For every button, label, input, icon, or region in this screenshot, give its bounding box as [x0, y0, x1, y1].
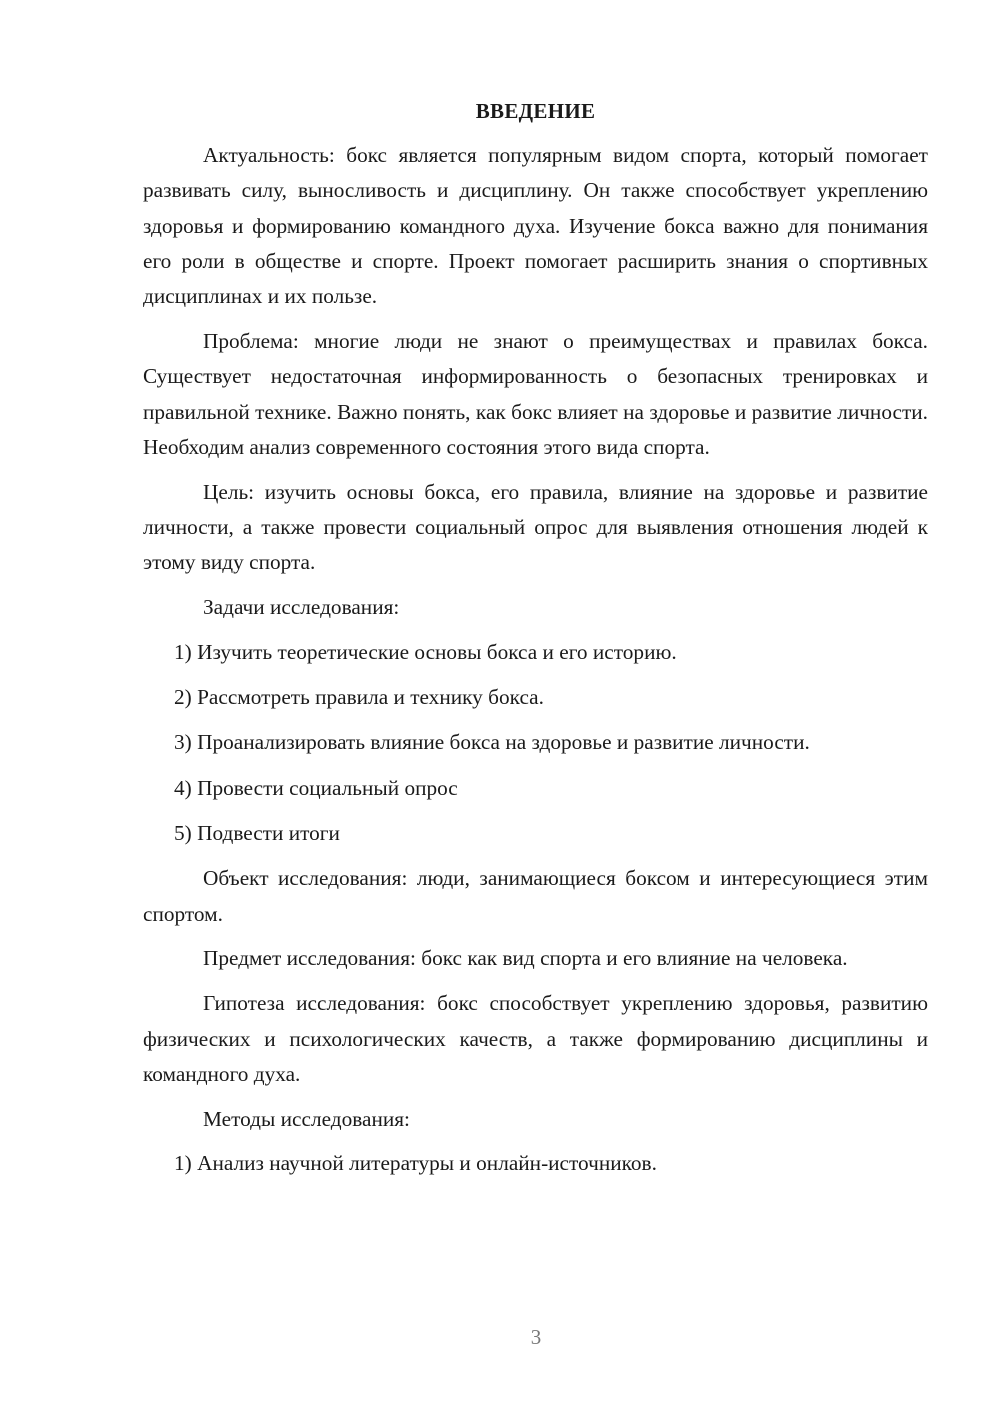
list-item: 3) Проанализировать влияние бокса на здоровье и развитие личности.	[174, 730, 810, 755]
methods-heading: Методы исследования:	[203, 1106, 410, 1131]
object-paragraph: Объект исследования: люди, занимающиеся боксом и интересующиеся этим спортом.	[143, 866, 928, 926]
subject-paragraph: Предмет исследования: бокс как вид спорта и его влияние на человека.	[203, 946, 848, 971]
methods-list	[143, 1146, 928, 1181]
list-item: 5) Подвести итоги	[174, 821, 340, 846]
relevance-paragraph: Актуальность: бокс является популярным видом спорта, который помогает развивать силу, выносливость и дисциплину. Он также способствует укреплению здоровья и формированию командного духа. Изучение бокса важно для понимания его роли в обществе и спорте. Проект помогает расширить знания о спортивных дисциплинах и их пользе.	[143, 143, 928, 309]
tasks-list	[143, 635, 928, 851]
page-number: 3	[530, 1325, 542, 1349]
hypothesis-paragraph: Гипотеза исследования: бокс способствует укреплению здоровья, развитию физических и психологических качеств, а также формированию дисциплины и командного духа.	[143, 991, 928, 1086]
list-item: 1) Анализ научной литературы и онлайн-источников.	[174, 1151, 657, 1176]
page-title: ВВЕДЕНИЕ	[475, 99, 596, 123]
list-item: 1) Изучить теоретические основы бокса и его историю.	[174, 639, 677, 664]
list-item: 2) Рассмотреть правила и технику бокса.	[174, 685, 544, 710]
problem-paragraph: Проблема: многие люди не знают о преимуществах и правилах бокса. Существует недостаточная информированность о безопасных тренировках и правильной технике. Важно понять, как бокс влияет на здоровье и развитие личности. Необходим анализ современного состояния этого вида спорта.	[143, 328, 928, 459]
goal-paragraph: Цель: изучить основы бокса, его правила, влияние на здоровье и развитие личности, а также провести социальный опрос для выявления отношения людей к этому виду спорта.	[143, 479, 928, 575]
tasks-heading: Задачи исследования:	[203, 595, 400, 620]
list-item: 4) Провести социальный опрос	[174, 775, 458, 800]
document-page	[143, 96, 928, 1192]
